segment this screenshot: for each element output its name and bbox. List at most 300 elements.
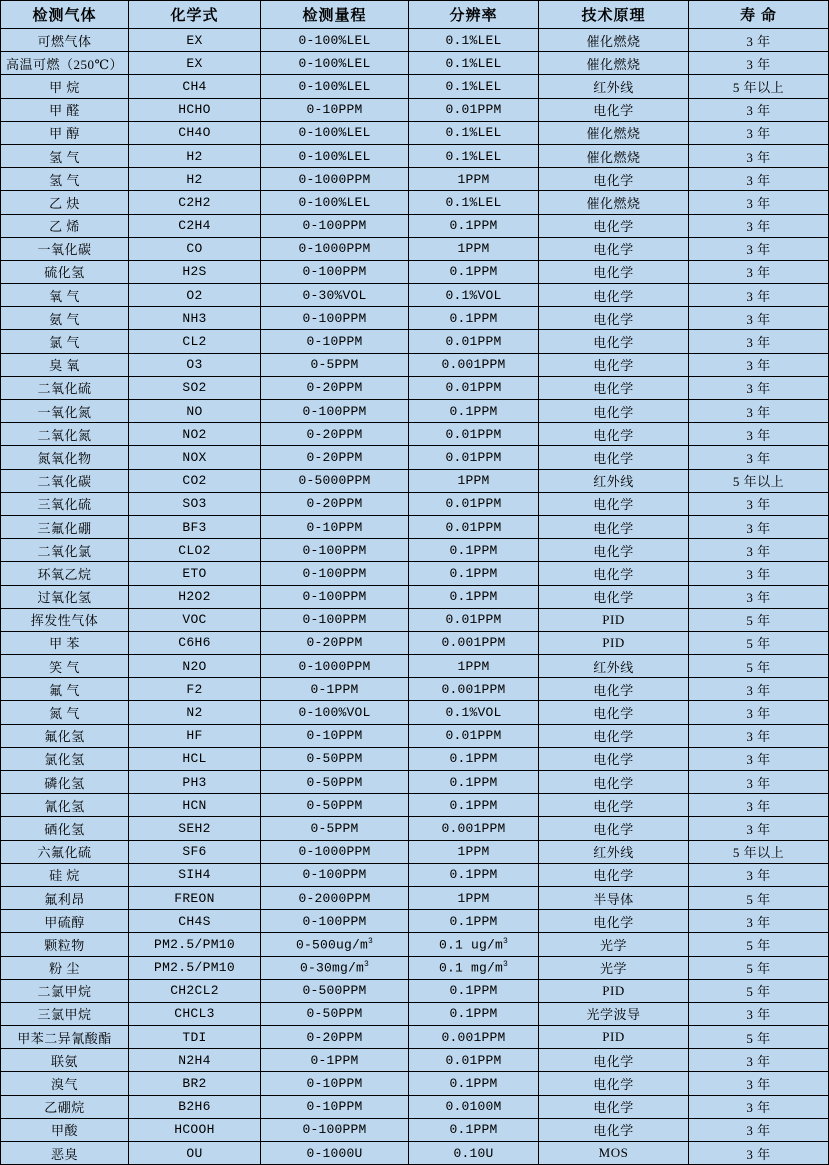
table-row (1, 1118, 829, 1141)
cell-technology: PID (539, 608, 689, 631)
cell-detection-range: 0-100PPM (261, 307, 409, 330)
cell-technology: 电化学 (539, 515, 689, 538)
cell-chemical-formula: CLO2 (129, 539, 261, 562)
cell-gas-name: 恶臭 (1, 1142, 129, 1165)
cell-resolution: 0.01PPM (409, 446, 539, 469)
cell-lifetime: 3 年 (689, 98, 829, 121)
cell-resolution: 0.001PPM (409, 1026, 539, 1049)
cell-resolution: 0.1PPM (409, 562, 539, 585)
cell-lifetime: 3 年 (689, 353, 829, 376)
cell-technology: 红外线 (539, 840, 689, 863)
cell-technology: 电化学 (539, 423, 689, 446)
cell-chemical-formula: HF (129, 724, 261, 747)
cell-detection-range: 0-10PPM (261, 1072, 409, 1095)
cell-technology: 光学 (539, 933, 689, 956)
cell-resolution: 0.1%LEL (409, 191, 539, 214)
cell-resolution: 0.1 $ug/m^3$ (409, 933, 539, 956)
cell-technology: 电化学 (539, 237, 689, 260)
table-row (1, 701, 829, 724)
cell-gas-name: 二氯甲烷 (1, 979, 129, 1002)
cell-detection-range: 0-100PPM (261, 214, 409, 237)
cell-lifetime: 3 年 (689, 492, 829, 515)
cell-technology: 电化学 (539, 585, 689, 608)
cell-detection-range: 0-100PPM (261, 585, 409, 608)
cell-gas-name: 硅 烷 (1, 863, 129, 886)
cell-gas-name: 笑 气 (1, 655, 129, 678)
cell-lifetime: 3 年 (689, 121, 829, 144)
cell-resolution: 0.001PPM (409, 631, 539, 654)
cell-resolution: 0.1 $mg/m^3$ (409, 956, 539, 979)
cell-lifetime: 3 年 (689, 191, 829, 214)
table-body (1, 29, 829, 1165)
cell-chemical-formula: C2H4 (129, 214, 261, 237)
cell-lifetime: 3 年 (689, 284, 829, 307)
table-row (1, 75, 829, 98)
cell-chemical-formula: HCOOH (129, 1118, 261, 1141)
cell-resolution: 0.1PPM (409, 863, 539, 886)
table-row (1, 631, 829, 654)
cell-gas-name: 乙硼烷 (1, 1095, 129, 1118)
cell-lifetime: 3 年 (689, 701, 829, 724)
cell-resolution: 0.01PPM (409, 608, 539, 631)
cell-lifetime: 3 年 (689, 237, 829, 260)
cell-resolution: 0.01PPM (409, 492, 539, 515)
table-row (1, 910, 829, 933)
cell-gas-name: 氯化氢 (1, 747, 129, 770)
cell-technology: 催化燃烧 (539, 144, 689, 167)
cell-technology: 电化学 (539, 539, 689, 562)
cell-resolution: 0.1%LEL (409, 52, 539, 75)
cell-chemical-formula: EX (129, 29, 261, 52)
table-row (1, 817, 829, 840)
cell-technology: 电化学 (539, 400, 689, 423)
cell-resolution: 0.01PPM (409, 376, 539, 399)
cell-detection-range: 0-100%VOL (261, 701, 409, 724)
cell-technology: 催化燃烧 (539, 121, 689, 144)
cell-gas-name: 乙 炔 (1, 191, 129, 214)
cell-lifetime: 3 年 (689, 562, 829, 585)
cell-gas-name: 乙 烯 (1, 214, 129, 237)
cell-chemical-formula: OU (129, 1142, 261, 1165)
cell-gas-name: 氧 气 (1, 284, 129, 307)
cell-detection-range: 0-100%LEL (261, 75, 409, 98)
cell-resolution: 0.01PPM (409, 330, 539, 353)
table-row (1, 29, 829, 52)
cell-technology: PID (539, 1026, 689, 1049)
cell-gas-name: 二氧化氯 (1, 539, 129, 562)
cell-technology: MOS (539, 1142, 689, 1165)
cell-detection-range: 0-10PPM (261, 1095, 409, 1118)
cell-detection-range: 0-50PPM (261, 1002, 409, 1025)
cell-chemical-formula: BF3 (129, 515, 261, 538)
table-row (1, 608, 829, 631)
cell-detection-range: 0-1000PPM (261, 840, 409, 863)
cell-chemical-formula: NOX (129, 446, 261, 469)
cell-detection-range: 0-20PPM (261, 492, 409, 515)
cell-gas-name: 可燃气体 (1, 29, 129, 52)
cell-resolution: 0.1PPM (409, 771, 539, 794)
cell-lifetime: 3 年 (689, 168, 829, 191)
cell-gas-name: 氮氧化物 (1, 446, 129, 469)
cell-resolution: 0.1PPM (409, 585, 539, 608)
cell-gas-name: 臭 氧 (1, 353, 129, 376)
cell-chemical-formula: H2S (129, 260, 261, 283)
cell-detection-range: 0-1000PPM (261, 168, 409, 191)
cell-detection-range: 0-20PPM (261, 631, 409, 654)
cell-technology: 电化学 (539, 330, 689, 353)
cell-chemical-formula: H2O2 (129, 585, 261, 608)
cell-detection-range: 0-20PPM (261, 423, 409, 446)
table-row (1, 52, 829, 75)
cell-lifetime: 3 年 (689, 446, 829, 469)
cell-technology: 电化学 (539, 1072, 689, 1095)
table-row (1, 840, 829, 863)
cell-gas-name: 过氧化氢 (1, 585, 129, 608)
cell-technology: 催化燃烧 (539, 52, 689, 75)
cell-lifetime: 3 年 (689, 52, 829, 75)
table-header-row (1, 1, 829, 29)
cell-gas-name: 一氧化碳 (1, 237, 129, 260)
cell-detection-range: 0-500PPM (261, 979, 409, 1002)
cell-technology: 电化学 (539, 701, 689, 724)
cell-chemical-formula: CO (129, 237, 261, 260)
cell-detection-range: 0-100PPM (261, 910, 409, 933)
cell-chemical-formula: HCL (129, 747, 261, 770)
cell-chemical-formula: CH4 (129, 75, 261, 98)
cell-technology: PID (539, 979, 689, 1002)
cell-chemical-formula: NH3 (129, 307, 261, 330)
cell-gas-name: 甲苯二异氰酸酯 (1, 1026, 129, 1049)
cell-gas-name: 磷化氢 (1, 771, 129, 794)
cell-chemical-formula: CH4S (129, 910, 261, 933)
cell-resolution: 0.10U (409, 1142, 539, 1165)
cell-detection-range: 0-100PPM (261, 863, 409, 886)
cell-detection-range: 0-20PPM (261, 376, 409, 399)
cell-chemical-formula: HCN (129, 794, 261, 817)
cell-lifetime: 3 年 (689, 585, 829, 608)
table-row (1, 376, 829, 399)
table-row (1, 539, 829, 562)
cell-gas-name: 氯 气 (1, 330, 129, 353)
cell-resolution: 0.1PPM (409, 794, 539, 817)
table-row (1, 237, 829, 260)
cell-detection-range: 0-100PPM (261, 608, 409, 631)
cell-resolution: 1PPM (409, 886, 539, 909)
cell-gas-name: 氟利昂 (1, 886, 129, 909)
cell-lifetime: 5 年以上 (689, 840, 829, 863)
cell-detection-range: 0-30%VOL (261, 284, 409, 307)
cell-gas-name: 甲 醇 (1, 121, 129, 144)
table-row (1, 1142, 829, 1165)
cell-chemical-formula: H2 (129, 144, 261, 167)
cell-resolution: 0.1%LEL (409, 75, 539, 98)
cell-lifetime: 3 年 (689, 1002, 829, 1025)
cell-resolution: 0.1PPM (409, 400, 539, 423)
cell-lifetime: 3 年 (689, 307, 829, 330)
cell-lifetime: 5 年 (689, 979, 829, 1002)
table-row (1, 863, 829, 886)
cell-gas-name: 甲酸 (1, 1118, 129, 1141)
cell-technology: 催化燃烧 (539, 191, 689, 214)
cell-gas-name: 氨 气 (1, 307, 129, 330)
cell-gas-name: 挥发性气体 (1, 608, 129, 631)
cell-detection-range: 0-1000U (261, 1142, 409, 1165)
cell-gas-name: 甲 苯 (1, 631, 129, 654)
cell-detection-range: 0-50PPM (261, 794, 409, 817)
cell-technology: 红外线 (539, 469, 689, 492)
cell-resolution: 1PPM (409, 840, 539, 863)
table-row (1, 1026, 829, 1049)
cell-detection-range: 0-100PPM (261, 400, 409, 423)
cell-chemical-formula: FREON (129, 886, 261, 909)
cell-gas-name: 颗粒物 (1, 933, 129, 956)
cell-technology: 光学波导 (539, 1002, 689, 1025)
table-row (1, 1049, 829, 1072)
cell-lifetime: 3 年 (689, 910, 829, 933)
cell-detection-range: 0-100PPM (261, 260, 409, 283)
cell-chemical-formula: CHCL3 (129, 1002, 261, 1025)
cell-technology: 电化学 (539, 492, 689, 515)
cell-gas-name: 甲 醛 (1, 98, 129, 121)
cell-chemical-formula: N2O (129, 655, 261, 678)
cell-lifetime: 3 年 (689, 29, 829, 52)
cell-resolution: 0.001PPM (409, 678, 539, 701)
cell-technology: 电化学 (539, 817, 689, 840)
cell-chemical-formula: SIH4 (129, 863, 261, 886)
cell-technology: 电化学 (539, 214, 689, 237)
cell-resolution: 1PPM (409, 168, 539, 191)
cell-detection-range: 0-100PPM (261, 1118, 409, 1141)
cell-resolution: 0.001PPM (409, 817, 539, 840)
table-row (1, 562, 829, 585)
cell-lifetime: 3 年 (689, 1118, 829, 1141)
cell-lifetime: 3 年 (689, 214, 829, 237)
cell-resolution: 0.1PPM (409, 307, 539, 330)
cell-chemical-formula: C6H6 (129, 631, 261, 654)
cell-resolution: 0.01PPM (409, 515, 539, 538)
cell-lifetime: 5 年 (689, 1026, 829, 1049)
cell-resolution: 0.1%VOL (409, 284, 539, 307)
cell-technology: 电化学 (539, 1049, 689, 1072)
cell-resolution: 0.1PPM (409, 1002, 539, 1025)
cell-lifetime: 5 年 (689, 956, 829, 979)
cell-resolution: 0.1%VOL (409, 701, 539, 724)
table-row (1, 678, 829, 701)
cell-resolution: 0.1PPM (409, 747, 539, 770)
header-detection-range: 检测量程 (261, 1, 409, 29)
table-row (1, 307, 829, 330)
cell-detection-range: 0-10PPM (261, 724, 409, 747)
cell-detection-range: 0-1PPM (261, 678, 409, 701)
cell-technology: 电化学 (539, 562, 689, 585)
cell-resolution: 0.01PPM (409, 98, 539, 121)
cell-lifetime: 3 年 (689, 400, 829, 423)
cell-technology: 电化学 (539, 771, 689, 794)
cell-resolution: 0.1PPM (409, 214, 539, 237)
cell-lifetime: 3 年 (689, 794, 829, 817)
cell-lifetime: 3 年 (689, 330, 829, 353)
cell-resolution: 0.1PPM (409, 910, 539, 933)
table-row (1, 446, 829, 469)
cell-detection-range: 0-5000PPM (261, 469, 409, 492)
cell-lifetime: 3 年 (689, 260, 829, 283)
cell-lifetime: 3 年 (689, 747, 829, 770)
table-header (1, 1, 829, 29)
table-row (1, 423, 829, 446)
cell-detection-range: 0-10PPM (261, 330, 409, 353)
cell-technology: 电化学 (539, 98, 689, 121)
cell-lifetime: 3 年 (689, 1095, 829, 1118)
cell-detection-range: 0-1000PPM (261, 655, 409, 678)
cell-chemical-formula: B2H6 (129, 1095, 261, 1118)
cell-lifetime: 5 年 (689, 933, 829, 956)
cell-lifetime: 3 年 (689, 1049, 829, 1072)
cell-gas-name: 三氯甲烷 (1, 1002, 129, 1025)
table-row (1, 400, 829, 423)
cell-technology: 电化学 (539, 260, 689, 283)
cell-chemical-formula: PH3 (129, 771, 261, 794)
table-row (1, 1095, 829, 1118)
cell-detection-range: 0-100%LEL (261, 144, 409, 167)
cell-gas-name: 硒化氢 (1, 817, 129, 840)
table-row (1, 191, 829, 214)
cell-detection-range: 0-1PPM (261, 1049, 409, 1072)
cell-technology: 电化学 (539, 724, 689, 747)
cell-detection-range: 0-100%LEL (261, 29, 409, 52)
cell-resolution: 0.001PPM (409, 353, 539, 376)
cell-chemical-formula: BR2 (129, 1072, 261, 1095)
cell-detection-range: 0-10PPM (261, 515, 409, 538)
cell-lifetime: 3 年 (689, 678, 829, 701)
cell-detection-range: 0-20PPM (261, 446, 409, 469)
table-row (1, 121, 829, 144)
cell-gas-name: 环氧乙烷 (1, 562, 129, 585)
cell-gas-name: 六氟化硫 (1, 840, 129, 863)
cell-gas-name: 氟 气 (1, 678, 129, 701)
cell-detection-range: 0-100PPM (261, 539, 409, 562)
cell-gas-name: 一氧化氮 (1, 400, 129, 423)
cell-lifetime: 5 年 (689, 631, 829, 654)
cell-technology: 电化学 (539, 794, 689, 817)
cell-gas-name: 甲 烷 (1, 75, 129, 98)
table-row (1, 886, 829, 909)
table-row (1, 724, 829, 747)
table-row (1, 330, 829, 353)
cell-lifetime: 5 年 (689, 655, 829, 678)
cell-detection-range: 0-100PPM (261, 562, 409, 585)
cell-chemical-formula: HCHO (129, 98, 261, 121)
table-row (1, 168, 829, 191)
cell-lifetime: 3 年 (689, 376, 829, 399)
cell-chemical-formula: PM2.5/PM10 (129, 956, 261, 979)
cell-gas-name: 氟化氢 (1, 724, 129, 747)
cell-technology: 电化学 (539, 353, 689, 376)
table-row (1, 469, 829, 492)
cell-gas-name: 溴气 (1, 1072, 129, 1095)
cell-gas-name: 二氧化硫 (1, 376, 129, 399)
cell-chemical-formula: O2 (129, 284, 261, 307)
cell-detection-range: 0-10PPM (261, 98, 409, 121)
cell-detection-range: 0-100%LEL (261, 191, 409, 214)
table-row (1, 492, 829, 515)
header-chemical-formula: 化学式 (129, 1, 261, 29)
cell-technology: 红外线 (539, 75, 689, 98)
table-row (1, 956, 829, 979)
cell-chemical-formula: N2 (129, 701, 261, 724)
cell-lifetime: 5 年以上 (689, 75, 829, 98)
cell-technology: 电化学 (539, 1095, 689, 1118)
cell-gas-name: 硫化氢 (1, 260, 129, 283)
cell-lifetime: 3 年 (689, 724, 829, 747)
cell-technology: 电化学 (539, 446, 689, 469)
table-row (1, 98, 829, 121)
cell-technology: 半导体 (539, 886, 689, 909)
cell-chemical-formula: SO2 (129, 376, 261, 399)
cell-detection-range: $0-30mg/m^3$ (261, 956, 409, 979)
table-row (1, 515, 829, 538)
cell-chemical-formula: PM2.5/PM10 (129, 933, 261, 956)
cell-chemical-formula: O3 (129, 353, 261, 376)
cell-chemical-formula: EX (129, 52, 261, 75)
cell-resolution: 0.0100M (409, 1095, 539, 1118)
cell-technology: 电化学 (539, 747, 689, 770)
cell-gas-name: 三氟化硼 (1, 515, 129, 538)
cell-detection-range: $0-500ug/m^3$ (261, 933, 409, 956)
table-row (1, 771, 829, 794)
cell-technology: 电化学 (539, 678, 689, 701)
cell-resolution: 1PPM (409, 655, 539, 678)
header-resolution: 分辨率 (409, 1, 539, 29)
cell-chemical-formula: NO2 (129, 423, 261, 446)
cell-chemical-formula: ETO (129, 562, 261, 585)
cell-lifetime: 3 年 (689, 863, 829, 886)
cell-gas-name: 粉 尘 (1, 956, 129, 979)
table-row (1, 284, 829, 307)
cell-technology: 电化学 (539, 376, 689, 399)
cell-resolution: 0.1PPM (409, 539, 539, 562)
cell-gas-name: 二氧化氮 (1, 423, 129, 446)
cell-chemical-formula: CH4O (129, 121, 261, 144)
table-row (1, 144, 829, 167)
cell-detection-range: 0-5PPM (261, 817, 409, 840)
header-technology: 技术原理 (539, 1, 689, 29)
cell-chemical-formula: C2H2 (129, 191, 261, 214)
table-row (1, 214, 829, 237)
cell-technology: 催化燃烧 (539, 29, 689, 52)
cell-resolution: 1PPM (409, 237, 539, 260)
cell-chemical-formula: F2 (129, 678, 261, 701)
cell-detection-range: 0-5PPM (261, 353, 409, 376)
cell-lifetime: 3 年 (689, 515, 829, 538)
cell-resolution: 0.01PPM (409, 724, 539, 747)
cell-technology: 电化学 (539, 284, 689, 307)
cell-technology: PID (539, 631, 689, 654)
table-row (1, 979, 829, 1002)
cell-lifetime: 3 年 (689, 1072, 829, 1095)
cell-resolution: 0.1PPM (409, 260, 539, 283)
cell-gas-name: 二氧化碳 (1, 469, 129, 492)
cell-detection-range: 0-50PPM (261, 747, 409, 770)
cell-lifetime: 3 年 (689, 817, 829, 840)
cell-lifetime: 3 年 (689, 771, 829, 794)
cell-chemical-formula: NO (129, 400, 261, 423)
cell-chemical-formula: CO2 (129, 469, 261, 492)
cell-lifetime: 5 年 (689, 608, 829, 631)
cell-lifetime: 5 年 (689, 886, 829, 909)
cell-chemical-formula: SEH2 (129, 817, 261, 840)
cell-resolution: 1PPM (409, 469, 539, 492)
cell-lifetime: 3 年 (689, 539, 829, 562)
